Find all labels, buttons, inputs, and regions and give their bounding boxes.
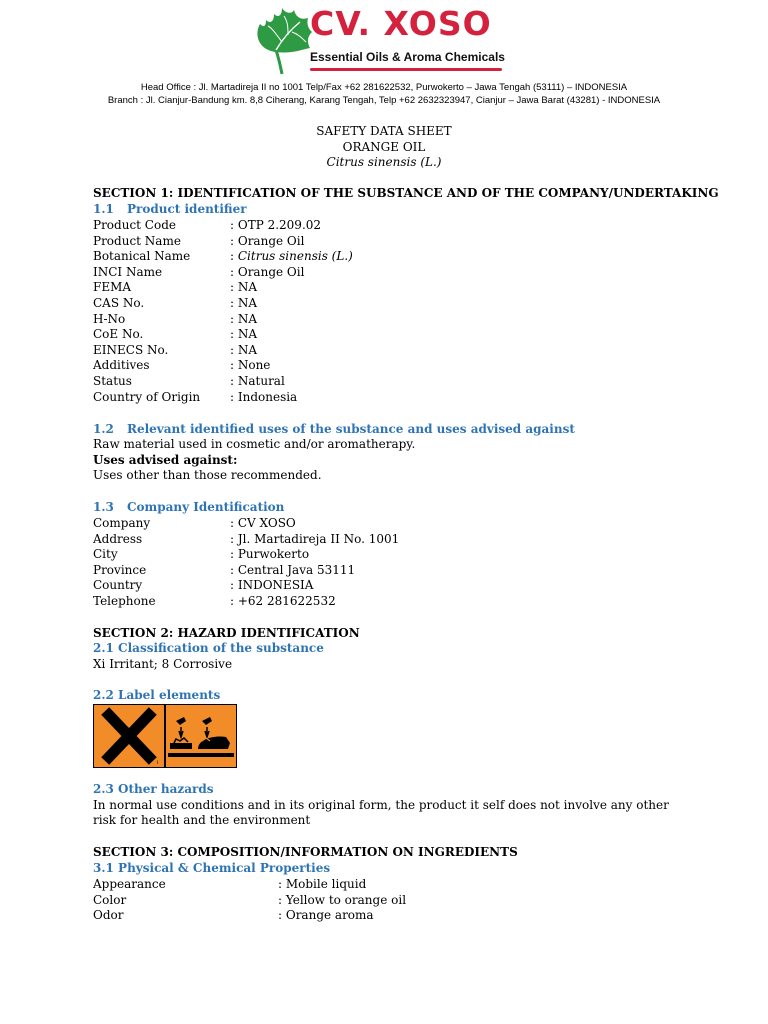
document-title: SAFETY DATA SHEET <box>316 124 452 138</box>
company-tagline: Essential Oils & Aroma Chemicals <box>310 50 505 64</box>
row-key: Appearance <box>93 877 166 891</box>
row-value-text: : Yellow to orange oil <box>278 892 407 907</box>
row-key: CoE No. <box>93 327 144 342</box>
product-title: ORANGE OIL <box>342 139 426 154</box>
row-key: INCI Name <box>93 264 163 279</box>
table-row <box>93 877 367 893</box>
document-title-block <box>0 124 768 171</box>
row-value-text: : Natural <box>230 374 285 388</box>
row-key: Country <box>93 578 143 593</box>
row-value <box>230 358 270 374</box>
table-row <box>93 342 258 359</box>
table-row <box>93 264 305 281</box>
row-key: Additives <box>93 358 150 373</box>
row-value <box>230 532 399 548</box>
section-1-heading: SECTION 1: IDENTIFICATION OF THE SUBSTANCE AND OF THE COMPANY/UNDERTAKING <box>93 186 719 200</box>
row-value-text: : Mobile liquid <box>278 877 367 891</box>
table-row <box>93 389 298 406</box>
row-key: Company <box>93 516 151 530</box>
logo-underline <box>310 68 502 71</box>
row-value-text: : INDONESIA <box>230 578 314 593</box>
irritant-pictogram <box>93 704 165 768</box>
table-row <box>93 547 310 563</box>
section-2-3-heading: 2.3 Other hazards <box>93 782 214 796</box>
row-value <box>230 390 297 406</box>
table-row <box>93 311 258 328</box>
row-value-text: : Orange aroma <box>278 908 374 923</box>
row-value <box>230 327 257 343</box>
section-2-1-heading: 2.1 Classification of the substance <box>93 641 324 655</box>
corrosive-icon <box>166 705 236 767</box>
row-key: CAS No. <box>93 296 145 310</box>
table-row <box>93 249 353 265</box>
table-row <box>93 531 400 548</box>
row-value <box>278 908 374 924</box>
row-value-text: : NA <box>230 311 258 326</box>
row-value <box>230 343 257 359</box>
section-1-1-heading: 1.1 Product identifier <box>93 202 247 216</box>
section-2-2-heading: 2.2 Label elements <box>93 688 221 702</box>
row-key: Color <box>93 892 127 907</box>
table-row <box>93 562 356 579</box>
botanical-title: Citrus sinensis (L.) <box>326 155 442 169</box>
row-value-text: : NA <box>230 280 258 295</box>
row-value-text: : Orange Oil <box>230 264 305 279</box>
section-2-heading: SECTION 2: HAZARD IDENTIFICATION <box>93 626 360 640</box>
row-value-text: : NA <box>230 296 258 310</box>
row-value <box>230 547 309 563</box>
row-value <box>230 234 304 250</box>
row-value-text: : Indonesia <box>230 389 298 404</box>
row-value <box>230 374 285 390</box>
table-row <box>93 374 285 390</box>
table-row <box>93 218 322 234</box>
row-key: Country of Origin <box>93 389 201 404</box>
row-key: Status <box>93 374 132 388</box>
row-value-italic: Citrus sinensis (L.) <box>237 249 353 264</box>
table-row <box>93 578 314 594</box>
row-key: Address <box>93 531 143 546</box>
svg-text:i: i <box>157 760 159 766</box>
other-hazards-line-1: In normal use conditions and in its original form, the product it self does not involve any other <box>93 798 669 812</box>
row-key: Botanical Name <box>93 249 191 264</box>
row-key: EINECS No. <box>93 342 169 357</box>
corrosive-pictogram <box>165 704 237 768</box>
row-value <box>278 877 366 893</box>
row-value <box>230 296 257 312</box>
table-row <box>93 358 271 374</box>
uses-advised-label: Uses advised against: <box>93 453 238 467</box>
branch-address: Branch : Jl. Cianjur-Bandung km. 8,8 Ciherang, Karang Tengah, Telp +62 2632323947, Cianjur – Jawa Barat (43281) - INDONESIA <box>107 95 661 106</box>
row-value <box>230 280 257 296</box>
row-value-text: : NA <box>230 327 258 342</box>
uses-text: Raw material used in cosmetic and/or aromatherapy. <box>93 437 416 451</box>
row-value-text: : OTP 2.209.02 <box>230 218 322 232</box>
leaf-icon <box>252 4 314 78</box>
table-row <box>93 892 407 909</box>
row-key: Product Name <box>93 233 181 248</box>
row-value <box>230 312 257 328</box>
irritant-x-icon <box>94 705 164 767</box>
section-3-1-heading: 3.1 Physical & Chemical Properties <box>93 861 331 875</box>
row-key: City <box>93 547 118 562</box>
row-value-text: : NA <box>230 342 258 357</box>
table-row <box>93 594 336 610</box>
table-row <box>93 327 258 343</box>
row-value <box>230 249 353 265</box>
row-value <box>230 563 355 579</box>
row-value-text: : CV XOSO <box>230 516 296 530</box>
other-hazards-line-2: risk for health and the environment <box>93 813 311 827</box>
table-row <box>93 296 258 312</box>
row-key: FEMA <box>93 280 132 295</box>
table-row <box>93 233 305 250</box>
head-office-address: Head Office : Jl. Martadireja II no 1001 Telp/Fax +62 281622532, Purwokerto – Jawa Tengah (53111) – INDONESIA <box>140 82 628 93</box>
table-row <box>93 516 296 532</box>
row-key: Province <box>93 562 147 577</box>
section-1-2-heading: 1.2 Relevant identified uses of the substance and uses advised against <box>93 422 575 436</box>
row-key: Telephone <box>93 594 156 608</box>
classification-text: Xi Irritant; 8 Corrosive <box>93 657 233 671</box>
row-key: Product Code <box>93 218 176 232</box>
row-value-text: : Orange Oil <box>230 233 305 248</box>
row-value <box>230 218 321 234</box>
row-value-text: : None <box>230 358 271 373</box>
section-3-heading: SECTION 3: COMPOSITION/INFORMATION ON INGREDIENTS <box>93 845 518 859</box>
row-value-text: : Jl. Martadireja II No. 1001 <box>230 531 400 546</box>
table-row <box>93 280 258 296</box>
row-value <box>230 578 313 594</box>
section-1-3-heading: 1.3 Company Identification <box>93 500 285 514</box>
company-name: CV. XOSO <box>310 4 492 43</box>
table-row <box>93 908 374 924</box>
row-key: H-No <box>93 311 126 326</box>
row-key: Odor <box>93 908 124 923</box>
row-value-text: : Purwokerto <box>230 547 310 562</box>
row-value-text: : +62 281622532 <box>230 594 336 608</box>
row-value <box>278 893 406 909</box>
row-value-text: : <box>230 249 238 264</box>
row-value <box>230 265 304 281</box>
uses-advised-text: Uses other than those recommended. <box>93 468 322 482</box>
row-value-text: : Central Java 53111 <box>230 562 356 577</box>
company-logo <box>252 4 512 78</box>
row-value <box>230 516 296 532</box>
row-value <box>230 594 336 610</box>
